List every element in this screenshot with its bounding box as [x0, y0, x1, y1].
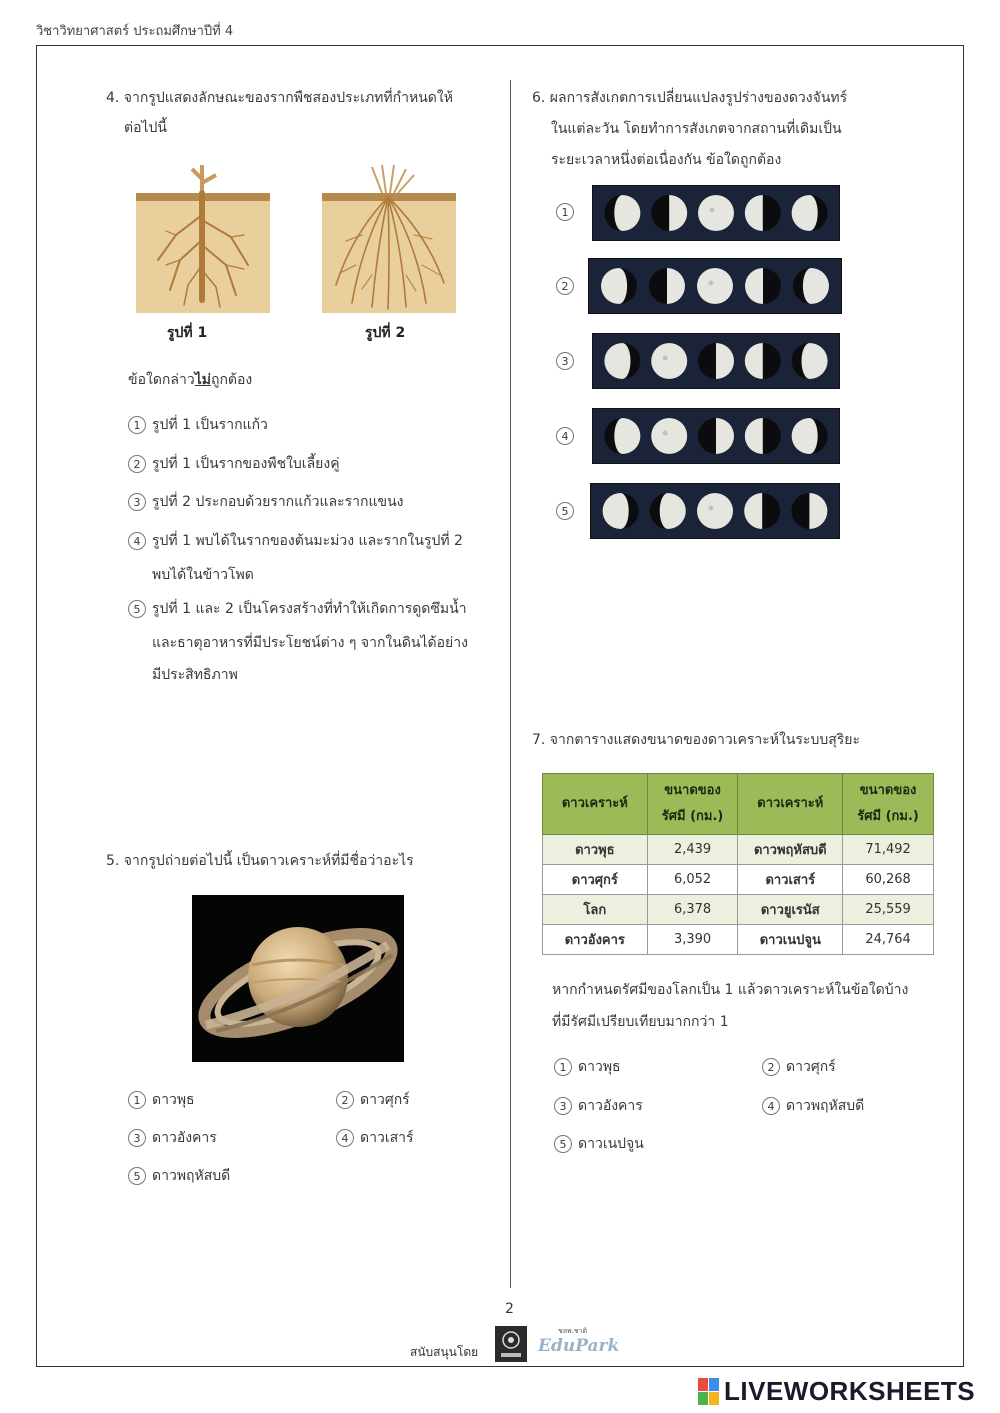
- q4-option-5-text-line1: รูปที่ 1 และ 2 เป็นโครงสร้างที่ทำให้เกิดการดูดซึมน้ำ: [152, 601, 467, 617]
- q7-option-2-number: 2: [762, 1058, 780, 1076]
- q5-option-4-text: ดาวเสาร์: [360, 1130, 414, 1146]
- q4-option-1[interactable]: [128, 414, 268, 436]
- q5-option-2-number: 2: [336, 1091, 354, 1109]
- q7-option-2-text: ดาวศุกร์: [786, 1059, 836, 1075]
- moon-last-quarter-icon: [744, 493, 780, 529]
- q4-option-4-text-line2: พบได้ในข้าวโพด: [152, 567, 254, 583]
- table-cell: 3,390: [647, 925, 738, 955]
- table-cell: โลก: [543, 895, 648, 925]
- q6-option-1-marker[interactable]: [556, 203, 580, 221]
- q6-option-4-moon-strip[interactable]: [592, 408, 840, 464]
- q6-option-2-number: 2: [556, 277, 574, 295]
- moon-first-quarter-icon: [698, 343, 734, 379]
- table-row: [543, 835, 934, 865]
- q5-option-1-number: 1: [128, 1091, 146, 1109]
- q7-question: 7. จากตารางแสดงขนาดของดาวเคราะห์ในระบบสุริยะ: [532, 732, 861, 748]
- q5-option-4[interactable]: [336, 1127, 414, 1149]
- table-cell: 2,439: [647, 835, 738, 865]
- table-header-radius-1: [647, 774, 738, 835]
- q6-option-4-number: 4: [556, 427, 574, 445]
- q5-option-4-number: 4: [336, 1129, 354, 1147]
- q6-option-4-marker[interactable]: [556, 427, 580, 445]
- q7-option-2[interactable]: [762, 1056, 836, 1078]
- q7-option-4[interactable]: [762, 1095, 864, 1117]
- table-cell: ดาวเสาร์: [738, 865, 843, 895]
- q5-option-3-text: ดาวอังคาร: [152, 1130, 217, 1146]
- q6-question-line1: 6. ผลการสังเกตการเปลี่ยนแปลงรูปร่างของดวงจันทร์: [532, 90, 848, 106]
- q4-option-5-number: 5: [128, 600, 146, 618]
- moon-waning-gibbous-icon: [792, 195, 828, 231]
- figure2-caption: [365, 322, 405, 344]
- q4-option-1-number: 1: [128, 416, 146, 434]
- table-cell: 24,764: [843, 925, 934, 955]
- table-row: [543, 895, 934, 925]
- header-radius-1-line1: ขนาดของ: [664, 783, 721, 798]
- q5-option-2[interactable]: [336, 1089, 410, 1111]
- moon-last-quarter-icon: [745, 268, 781, 304]
- moon-first-quarter-icon: [791, 493, 827, 529]
- q4-option-5-text-line2: และธาตุอาหารที่มีประโยชน์ต่าง ๆ จากในดินได้อย่าง: [152, 635, 468, 651]
- q7-option-5-text: ดาวเนปจูน: [578, 1136, 644, 1152]
- table-cell: 60,268: [843, 865, 934, 895]
- moon-waning-gibbous-icon: [603, 493, 639, 529]
- q4-option-3[interactable]: [128, 491, 404, 513]
- q7-option-5-number: 5: [554, 1135, 572, 1153]
- table-cell: ดาวยูเรนัส: [738, 895, 843, 925]
- moon-first-quarter-icon: [651, 195, 687, 231]
- q4-prompt-after: ถูกต้อง: [210, 372, 253, 388]
- q4-option-4[interactable]: [128, 530, 463, 552]
- moon-first-quarter-icon: [698, 418, 734, 454]
- moon-last-quarter-icon: [745, 195, 781, 231]
- q7-option-1-text: ดาวพุธ: [578, 1059, 621, 1075]
- table-cell: ดาวเนปจูน: [738, 925, 843, 955]
- q7-option-3[interactable]: [554, 1095, 643, 1117]
- q5-option-3[interactable]: [128, 1127, 217, 1149]
- table-cell: 6,378: [647, 895, 738, 925]
- figure2-caption-text: รูปที่ 2: [365, 325, 406, 341]
- moon-first-quarter-icon: [649, 268, 685, 304]
- figure1-caption: รูปที่ 1: [167, 325, 208, 341]
- saturn-image: [192, 895, 404, 1062]
- q4-question-line1: 4. จากรูปแสดงลักษณะของรากพืชสองประเภทที่กำหนดให้: [106, 90, 453, 106]
- taproot-figure: [136, 165, 270, 313]
- q6-option-5-number: 5: [556, 502, 574, 520]
- header-radius-1-line2: รัศมี (กม.): [661, 809, 724, 824]
- page-number: 2: [505, 1301, 514, 1317]
- q6-option-3-marker[interactable]: [556, 352, 580, 370]
- q4-option-5-text-line3: มีประสิทธิภาพ: [152, 667, 238, 683]
- table-row: [543, 925, 934, 955]
- moon-waxing-gibbous-icon: [650, 493, 686, 529]
- liveworksheets-wordmark: LIVEWORKSHEETS: [724, 1376, 976, 1406]
- table-cell: ดาวศุกร์: [543, 865, 648, 895]
- q5-option-5[interactable]: [128, 1165, 230, 1187]
- moon-waning-gibbous-icon: [604, 343, 640, 379]
- q6-question-line3: ระยะเวลาหนึ่งต่อเนื่องกัน ข้อใดถูกต้อง: [551, 152, 782, 168]
- q6-option-2-marker[interactable]: [556, 277, 580, 295]
- moon-waxing-gibbous-icon: [604, 418, 640, 454]
- q7-option-1-number: 1: [554, 1058, 572, 1076]
- page-header: วิชาวิทยาศาสตร์ ประถมศึกษาปีที่ 4: [36, 24, 234, 39]
- sponsor-label: สนับสนุนโดย: [410, 1345, 479, 1359]
- table-cell: 25,559: [843, 895, 934, 925]
- liveworksheets-logo-icon: [698, 1378, 720, 1406]
- fibrous-root-figure: [322, 165, 456, 313]
- q6-option-5-marker[interactable]: [556, 502, 580, 520]
- moon-full-icon: [697, 268, 733, 304]
- q5-question: 5. จากรูปถ่ายต่อไปนี้ เป็นดาวเคราะห์ที่มีชื่อว่าอะไร: [106, 853, 414, 869]
- edupark-logo-small-text: ชลพ.ชาติ: [558, 1327, 588, 1335]
- table-header-radius-2: [843, 774, 934, 835]
- moon-full-icon: [651, 343, 687, 379]
- moon-full-icon: [651, 418, 687, 454]
- q6-question-line2: ในแต่ละวัน โดยทำการสังเกตจากสถานที่เดิมเป็น: [551, 121, 842, 137]
- q6-option-3-moon-strip[interactable]: [592, 333, 840, 389]
- moon-waxing-gibbous-icon: [792, 343, 828, 379]
- table-row: [543, 865, 934, 895]
- q6-option-3-number: 3: [556, 352, 574, 370]
- q6-option-5-moon-strip[interactable]: [590, 483, 840, 539]
- q7-option-3-number: 3: [554, 1097, 572, 1115]
- q4-option-2-number: 2: [128, 455, 146, 473]
- moon-waxing-gibbous-icon: [604, 195, 640, 231]
- q6-option-1-number: 1: [556, 203, 574, 221]
- planet-radius-table: [542, 773, 934, 955]
- moon-full-icon: [697, 493, 733, 529]
- edupark-logo: [538, 1326, 620, 1362]
- q6-option-2-moon-strip[interactable]: [588, 258, 842, 314]
- sponsor-logo-icon: [495, 1326, 527, 1362]
- table-cell: ดาวอังคาร: [543, 925, 648, 955]
- table-header-row: [543, 774, 934, 835]
- q5-option-5-text: ดาวพฤหัสบดี: [152, 1168, 231, 1184]
- header-radius-2-line2: รัศมี (กม.): [857, 809, 919, 824]
- moon-waning-gibbous-icon: [601, 268, 637, 304]
- q5-option-5-number: 5: [128, 1167, 146, 1185]
- q7-prompt-line1: หากกำหนดรัศมีของโลกเป็น 1 แล้วดาวเคราะห์ในข้อใดบ้าง: [552, 982, 909, 998]
- column-divider: [510, 80, 511, 1288]
- q4-question-line2: ต่อไปนี้: [124, 120, 167, 136]
- q4-option-4-number: 4: [128, 532, 146, 550]
- q4-prompt-emph: ไม่: [194, 372, 211, 388]
- q7-option-4-number: 4: [762, 1097, 780, 1115]
- q7-option-3-text: ดาวอังคาร: [578, 1098, 643, 1114]
- q5-option-1[interactable]: [128, 1089, 195, 1111]
- moon-waning-gibbous-icon: [792, 418, 828, 454]
- moon-full-icon: [698, 195, 734, 231]
- q4-option-3-text: รูปที่ 2 ประกอบด้วยรากแก้วและรากแขนง: [152, 494, 404, 510]
- q5-option-1-text: ดาวพุธ: [152, 1092, 195, 1108]
- moon-last-quarter-icon: [745, 343, 781, 379]
- q5-option-2-text: ดาวศุกร์: [360, 1092, 410, 1108]
- edupark-logo-text: EduPark: [538, 1336, 620, 1356]
- q4-option-3-number: 3: [128, 493, 146, 511]
- table-cell: ดาวพฤหัสบดี: [738, 835, 843, 865]
- table-cell: 6,052: [647, 865, 738, 895]
- q4-prompt: [128, 364, 252, 396]
- table-cell: 71,492: [843, 835, 934, 865]
- q4-prompt-before: ข้อใดกล่าว: [128, 372, 195, 388]
- q7-option-5[interactable]: [554, 1133, 644, 1155]
- q4-option-5[interactable]: [128, 598, 467, 620]
- moon-waxing-gibbous-icon: [793, 268, 829, 304]
- q6-option-1-moon-strip[interactable]: [592, 185, 840, 241]
- table-cell: ดาวพุธ: [543, 835, 648, 865]
- q4-option-2[interactable]: [128, 453, 340, 475]
- moon-last-quarter-icon: [745, 418, 781, 454]
- q5-option-3-number: 3: [128, 1129, 146, 1147]
- q7-prompt-line2: ที่มีรัศมีเปรียบเทียบมากกว่า 1: [552, 1014, 729, 1030]
- q7-option-1[interactable]: [554, 1056, 621, 1078]
- table-header-planet-1: ดาวเคราะห์: [543, 774, 648, 835]
- q4-option-2-text: รูปที่ 1 เป็นรากของพืชใบเลี้ยงคู่: [152, 456, 340, 472]
- q4-option-1-text: รูปที่ 1 เป็นรากแก้ว: [152, 417, 268, 433]
- table-header-planet-2: ดาวเคราะห์: [738, 774, 843, 835]
- q7-option-4-text: ดาวพฤหัสบดี: [786, 1098, 865, 1114]
- header-radius-2-line1: ขนาดของ: [859, 783, 917, 798]
- q4-option-4-text-line1: รูปที่ 1 พบได้ในรากของต้นมะม่วง และรากในรูปที่ 2: [152, 533, 463, 549]
